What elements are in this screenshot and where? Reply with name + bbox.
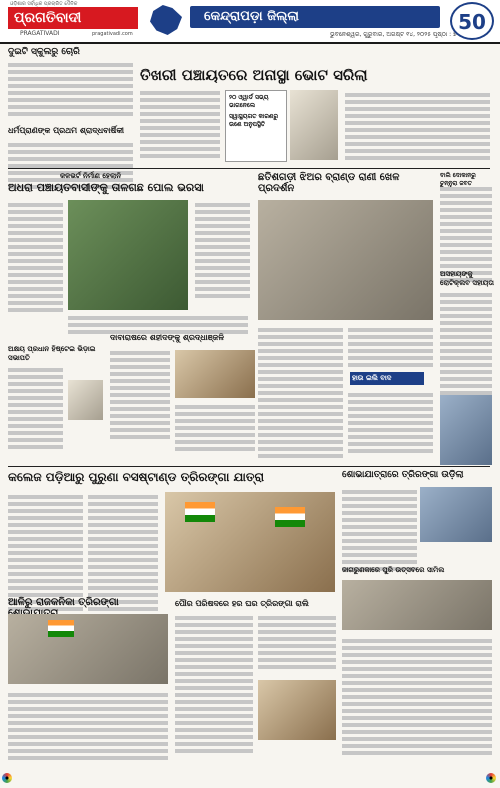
- article-headline[interactable]: ଜାଗରୁଣକାରେ ପୁରି ଉତ୍ସବରେ ସାମିଲ: [342, 566, 445, 574]
- divider: [8, 168, 490, 169]
- district-banner: କେନ୍ଦ୍ରାପଡ଼ା ଜିଲ୍ଲା: [190, 6, 440, 28]
- masthead-tagline: ଓଡ଼ିଶାର ସର୍ବାଧିକ ପ୍ରଚାରିତ ଦୈନିକ: [10, 1, 78, 7]
- event-photo: [342, 580, 492, 630]
- article-body: [348, 325, 433, 370]
- article-body: [258, 325, 343, 461]
- article-headline[interactable]: ଛତିଶଗଡ଼ୀ ଝିଅର ବ୍ରାଣ୍ଡ ରାଣୀ ଖେଳ ପ୍ରଦର୍ଶନ: [258, 172, 400, 194]
- article-body: [110, 348, 170, 442]
- divider: [8, 466, 490, 467]
- article-headline[interactable]: ଅସହାୟଙ୍କୁ ରୋଟିକ୍ଲବ ସହାୟତା: [440, 270, 494, 287]
- rally-photo: [165, 492, 335, 592]
- article-headline[interactable]: ଅକ୍ଷୟ ପ୍ରଧାନ ହିଷ୍ଟେଇ ଭିଡ଼ାଇ ସଭାପତି: [8, 345, 96, 362]
- bridge-photo: [68, 200, 188, 310]
- article-body: [440, 290, 492, 405]
- article-body: [175, 402, 255, 454]
- flag-icon: [185, 502, 215, 522]
- anniversary-badge: 50: [450, 2, 494, 40]
- article-headline[interactable]: ଅଧରା ପଞ୍ଚାୟତବାସୀଙ୍କୁ ତାଳଗଛ ପୋଲ ଭରସା: [8, 181, 204, 194]
- article-body: [342, 487, 417, 574]
- article-body: [348, 390, 433, 456]
- rope-performance-photo: [258, 200, 433, 320]
- article-headline[interactable]: କଲେଜ ପଡ଼ିଆରୁ ପୁରୁଣା ବସଷ୍ଟାଣ୍ଡ ତ୍ରିରଙ୍ଗା ଯାତ୍ରା: [8, 470, 265, 484]
- article-body: [175, 613, 253, 756]
- logo-subtitle: PRAGATIVADI: [20, 30, 60, 37]
- article-body: [345, 90, 490, 163]
- article-headline[interactable]: ବାଲି ଦୋକାନରୁ ଚୁନ୍ନୁରା ଜବତ: [440, 172, 476, 187]
- portrait-photo: [290, 90, 338, 160]
- tribute-photo: [175, 350, 255, 398]
- dateline: ଭୁବନେଶ୍ୱର, ଗୁରୁବାର, ଅଗଷ୍ଟ ୧୪, ୨୦୨୫ ପୃଷ୍ଠା : ୭: [330, 31, 457, 38]
- registration-mark-icon: [2, 773, 12, 783]
- article-body: [8, 690, 168, 763]
- article-body: [195, 200, 250, 301]
- inline-label: ହାଉ ଇଲି ବାଦ: [350, 372, 424, 385]
- pull-quote: ୨୦ ଓ୍ୱାର୍ଡ ସଭ୍ୟ ଭାଗନେଲେ: [229, 94, 269, 109]
- aid-distribution-photo: [440, 395, 492, 465]
- article-headline[interactable]: ଦୁଇଟି ସ୍କୁଲରୁ ଚୋରି: [8, 47, 80, 57]
- pull-quote-box: [225, 90, 287, 162]
- municipal-rally-photo: [258, 680, 336, 740]
- flag-icon: [48, 620, 74, 637]
- article-body: [342, 636, 492, 758]
- procession-photo: [420, 487, 492, 542]
- logo-url: pragativadi.com: [92, 31, 133, 37]
- pull-quote: ସ୍ୱାସ୍ଥ୍ୟଗତ କାରଣରୁ ଉଣେ ଅନୁପସ୍ଥିତି: [229, 113, 278, 128]
- newspaper-logo[interactable]: ପ୍ରଗତିବାଦୀ: [8, 7, 138, 29]
- article-headline[interactable]: ଧର୍ମପ୍ରାଣଙ୍କ ପ୍ରଥମ ଶ୍ରାଦ୍ଧବାର୍ଷିକୀ: [8, 126, 124, 135]
- portrait-photo: [68, 380, 103, 420]
- article-body: [140, 88, 220, 161]
- flag-icon: [275, 507, 305, 527]
- article-headline[interactable]: ପୌର ପରିଷଦରେ ହର ଘର ତ୍ରିରଙ୍ଗା ରାଲି: [175, 599, 309, 608]
- article-headline[interactable]: ଦାବାରାଷରେ ଶହୀଦଙ୍କୁ ଶ୍ରଦ୍ଧାଞ୍ଜଳି: [110, 333, 224, 342]
- article-body: [8, 200, 63, 315]
- article-headline[interactable]: ଆଳିରୁ ରାଜକନିକା ତ୍ରିରଙ୍ଗା: [8, 597, 119, 608]
- article-body: [258, 613, 336, 672]
- article-body: [8, 60, 133, 119]
- article-headline[interactable]: ଶୋଭାଯାତ୍ରାରେ ତ୍ରିରଙ୍ଗା ଉଡ଼ିଲା: [342, 470, 464, 480]
- article-body: [8, 365, 63, 452]
- registration-mark-icon: [486, 773, 496, 783]
- rally-photo: [8, 614, 168, 684]
- main-headline[interactable]: ତିଖରୀ ପଞ୍ଚାୟତରେ ଅନାସ୍ଥା ଭୋଟ ସରିଲା: [140, 66, 368, 84]
- article-kicker: କଳଭର୍ଟ ନିର୍ମାଣ ହେଲାନି: [60, 172, 122, 180]
